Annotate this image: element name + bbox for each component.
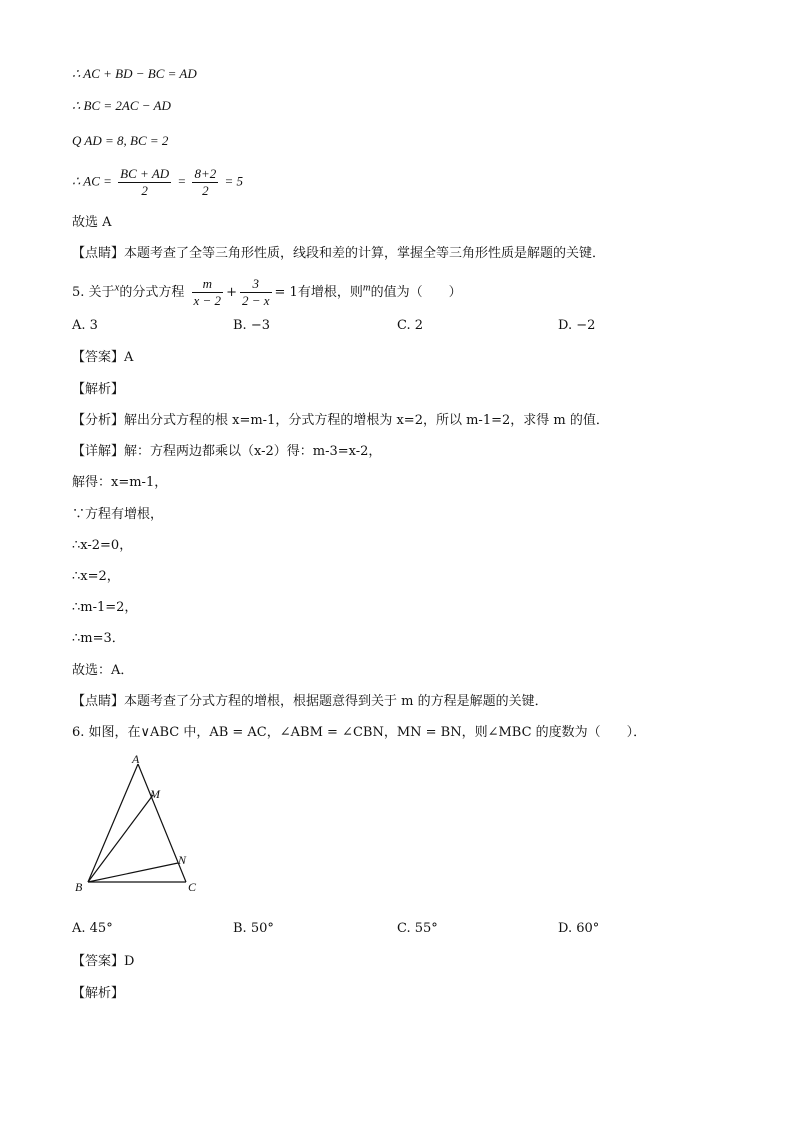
line4-prefix: ∴ AC =	[72, 173, 112, 189]
segment-ab	[88, 764, 138, 882]
label-n: N	[178, 853, 187, 867]
q5-answer: 【答案】A	[72, 350, 134, 365]
q5-analysis-tag: 【解析】	[72, 382, 125, 397]
q6-analysis-tag: 【解析】	[72, 986, 125, 1001]
q6-option-c: C. 55°	[397, 921, 438, 936]
fraction-numerator: 3	[240, 276, 272, 293]
fraction-denominator: 2 − x	[241, 293, 270, 308]
q5-choice: 故选：A．	[72, 663, 134, 678]
q5-step-6: ∴m=3．	[72, 631, 125, 646]
q5-fraction-1	[192, 276, 224, 309]
q5-equals: = 1	[274, 285, 298, 300]
q5-stem	[72, 276, 462, 309]
label-c: C	[188, 880, 197, 894]
fraction-numerator: 8+2	[194, 166, 217, 181]
q5-step-1: 解得：x=m-1，	[72, 475, 168, 490]
label-a: A	[132, 752, 140, 766]
q5-fenxi: 【分析】解出分式方程的根 x=m-1，分式方程的增根为 x=2，所以 m-1=2，求得 m 的值．	[72, 413, 609, 428]
label-m: M	[150, 787, 160, 801]
fraction-numerator: m	[192, 276, 224, 293]
solution-line-3: Q AD = 8, BC = 2	[72, 133, 169, 148]
segment-bm	[88, 795, 153, 882]
solution-line-4	[72, 166, 243, 199]
q6-option-b: B. 50°	[233, 921, 274, 936]
q5-comment: 【点睛】本题考查了分式方程的增根，根据题意得到关于 m 的方程是解题的关键．	[72, 694, 548, 709]
q6-option-d: D. 60°	[558, 921, 600, 936]
q5-stem-b: 的分式方程	[119, 285, 185, 300]
q6-option-a: A. 45°	[72, 921, 113, 936]
q5-var-x: x	[114, 281, 120, 294]
q5-stem-d: 的值为（ ）	[370, 285, 462, 300]
q5-step-4: ∴x=2，	[72, 569, 120, 584]
fraction-8-2	[192, 166, 218, 199]
q5-step-5: ∴m-1=2，	[72, 600, 138, 615]
fraction-denominator: 2	[202, 183, 209, 198]
q5-var-m: m	[362, 281, 371, 294]
triangle-figure	[70, 752, 210, 897]
q5-step-2: ∵方程有增根，	[72, 507, 164, 522]
q5-fraction-2	[240, 276, 272, 309]
q6-stem: 6. 如图，在∨ABC 中，AB = AC，∠ABM = ∠CBN，MN = BN，则∠MBC 的度数为（ ）．	[72, 725, 647, 740]
q5-detail: 【详解】解：方程两边都乘以（x-2）得：m-3=x-2，	[72, 444, 382, 459]
solution-line-1: ∴ AC + BD − BC = AD	[72, 66, 197, 81]
q5-step-3: ∴x-2=0，	[72, 538, 133, 553]
segment-bn	[88, 863, 178, 882]
q5-option-c: C. 2	[397, 318, 424, 333]
solution-line-2: ∴ BC = 2AC − AD	[72, 98, 171, 113]
fraction-numerator: BC + AD	[120, 166, 170, 181]
fraction-denominator: x − 2	[193, 293, 222, 308]
line4-result: = 5	[224, 173, 243, 189]
q5-stem-a: 5. 关于	[72, 285, 115, 300]
q5-stem-c: 有增根，则	[297, 285, 363, 300]
prev-choice: 故选 A	[72, 215, 112, 230]
q5-option-d: D. −2	[558, 318, 596, 333]
label-b: B	[75, 880, 83, 894]
fraction-denominator: 2	[141, 183, 148, 198]
fraction-bc-ad	[118, 166, 171, 199]
q5-option-b: B. −3	[233, 318, 270, 333]
plus-sign: +	[226, 285, 237, 300]
q5-option-a: A. 3	[72, 318, 98, 333]
prev-comment: 【点睛】本题考查了全等三角形性质，线段和差的计算，掌握全等三角形性质是解题的关键．	[72, 246, 606, 261]
equals-sign: =	[177, 173, 187, 189]
q6-answer: 【答案】D	[72, 954, 135, 969]
